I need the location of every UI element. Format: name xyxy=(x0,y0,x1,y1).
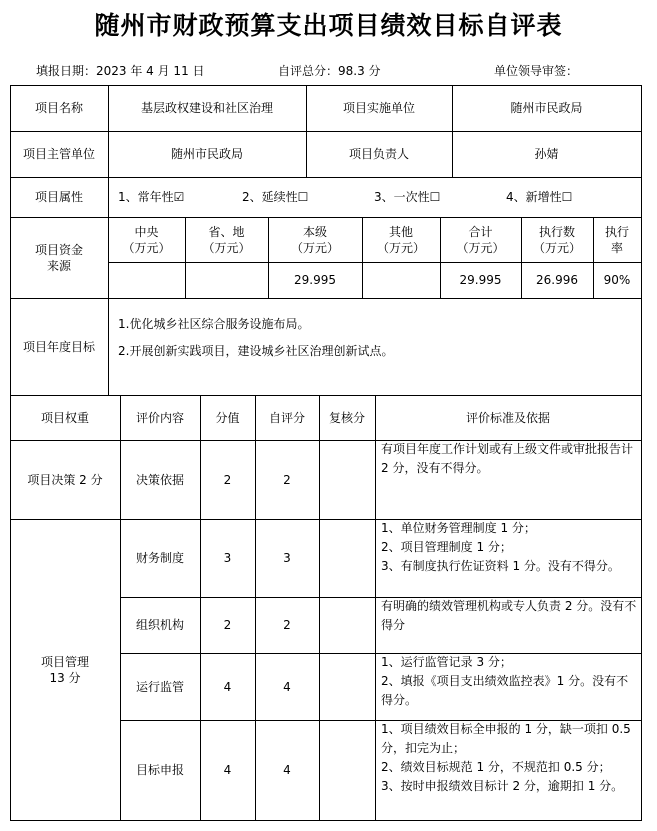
weight-header: 项目权重 xyxy=(40,410,89,425)
review-score-cell xyxy=(319,653,375,720)
project-name-value: 基层政权建设和社区治理 xyxy=(140,101,273,115)
review-score-cell xyxy=(319,519,375,597)
fund-header-line: 合计 xyxy=(468,224,493,239)
grid-line xyxy=(641,85,642,821)
criteria-cell xyxy=(381,720,637,820)
fund-header-line: 率 xyxy=(610,240,623,255)
weight-cell xyxy=(10,440,120,519)
content-header: 评价内容 xyxy=(135,410,184,425)
fund-value: 29.995 xyxy=(459,273,502,287)
project-leader-value: 孙婧 xyxy=(534,147,559,161)
fund-header-line: （万元） xyxy=(122,240,171,255)
grid-line xyxy=(375,395,376,821)
weight-line: 项目管理 xyxy=(40,654,89,669)
fund-header xyxy=(108,217,185,262)
fund-header-line: 省、地 xyxy=(208,224,245,239)
fund-header xyxy=(440,217,521,262)
annual-goal-item: 1.优化城乡社区综合服务设施布局。 xyxy=(118,317,310,331)
total-score: 自评总分：98.3 分 xyxy=(278,64,381,78)
fund-source-label-line1: 项目资金 xyxy=(34,242,83,257)
project-attribute-label: 项目属性 xyxy=(34,190,83,204)
supervising-unit-value: 随州市民政局 xyxy=(170,147,243,161)
review-score-cell xyxy=(319,440,375,519)
fund-value xyxy=(185,262,268,298)
fund-value xyxy=(108,262,185,298)
self-score-cell: 4 xyxy=(283,763,291,777)
annual-goal-label: 项目年度目标 xyxy=(22,339,95,354)
criteria-line: 3、有制度执行佐证资料 1 分。没有不得分。 xyxy=(381,559,620,573)
content-cell: 组织机构 xyxy=(135,618,184,632)
criteria-cell xyxy=(381,653,637,720)
fund-value xyxy=(362,262,440,298)
weight-cell xyxy=(10,519,120,820)
review-score-cell xyxy=(319,597,375,653)
fund-value: 26.996 xyxy=(536,273,578,287)
fund-value: 90% xyxy=(603,273,631,287)
fund-header xyxy=(185,217,268,262)
self-score-header: 自评分 xyxy=(268,410,305,425)
fill-date: 填报日期：2023 年 4 月 11 日 xyxy=(36,64,205,78)
criteria-line: 有明确的绩效管理机构或专人负责 2 分。没有不得分 xyxy=(381,599,637,632)
score-cell: 4 xyxy=(223,763,232,777)
attribute-option-continuing: 2、延续性☐ xyxy=(242,190,309,204)
attribute-option-one-time: 3、一次性☐ xyxy=(374,190,441,204)
grid-line xyxy=(108,177,109,218)
content-cell: 运行监管 xyxy=(135,679,184,694)
score-cell: 3 xyxy=(223,551,232,565)
criteria-line: 有项目年度工作计划或有上级文件或审批报告计 2 分，没有不得分。 xyxy=(381,442,634,475)
leader-signature-label: 单位领导审签： xyxy=(494,64,579,78)
self-score-cell: 2 xyxy=(283,472,291,487)
weight-line: 13 分 xyxy=(49,670,81,685)
fund-header-line: （万元） xyxy=(376,240,425,255)
fund-header-line: （万元） xyxy=(456,240,505,255)
criteria-line: 1、项目绩效目标全申报的 1 分，缺一项扣 0.5 分，扣完为止； xyxy=(381,722,631,755)
content-cell: 目标申报 xyxy=(135,763,184,777)
fund-header xyxy=(362,217,440,262)
criteria-line: 2、填报《项目支出绩效监控表》1 分。没有不得分。 xyxy=(381,674,629,707)
weight-line: 项目决策 2 分 xyxy=(27,472,103,487)
project-leader-label: 项目负责人 xyxy=(348,147,409,161)
criteria-cell xyxy=(381,597,637,653)
criteria-line: 1、运行监管记录 3 分； xyxy=(381,655,512,669)
fund-header-line: （万元） xyxy=(202,240,251,255)
review-score-cell xyxy=(319,720,375,820)
content-cell: 决策依据 xyxy=(135,472,184,487)
fund-header xyxy=(593,217,641,262)
score-cell: 2 xyxy=(223,472,232,487)
fund-header xyxy=(521,217,593,262)
fund-source-label-line2: 来源 xyxy=(46,258,71,273)
fund-header-line: 执行数 xyxy=(538,224,575,239)
implementing-unit-label: 项目实施单位 xyxy=(342,101,415,115)
attribute-option-recurring: 1、常年性☑ xyxy=(118,190,185,204)
criteria-cell xyxy=(381,440,637,519)
content-cell: 财务制度 xyxy=(135,551,184,565)
self-score-cell: 3 xyxy=(283,551,291,565)
attribute-option-new: 4、新增性☐ xyxy=(506,190,573,204)
score-cell: 2 xyxy=(223,618,232,632)
grid-line xyxy=(108,298,109,396)
criteria-header: 评价标准及依据 xyxy=(465,410,550,425)
fund-header-line: 本级 xyxy=(302,224,327,239)
self-score-cell: 2 xyxy=(283,618,291,632)
fund-header-line: 中央 xyxy=(134,224,159,239)
score-header: 分值 xyxy=(215,410,240,425)
criteria-line: 2、项目管理制度 1 分； xyxy=(381,540,512,554)
implementing-unit-value: 随州市民政局 xyxy=(510,101,583,115)
review-score-header: 复核分 xyxy=(328,410,365,425)
fund-header-line: 执行 xyxy=(604,224,629,239)
grid-line xyxy=(10,820,642,821)
supervising-unit-label: 项目主管单位 xyxy=(22,147,95,161)
annual-goal-item: 2.开展创新实践项目，建设城乡社区治理创新试点。 xyxy=(118,344,394,358)
fund-value: 29.995 xyxy=(294,273,336,287)
criteria-line: 3、按时申报绩效目标计 2 分，逾期扣 1 分。 xyxy=(381,779,624,793)
criteria-cell xyxy=(381,519,637,597)
criteria-line: 1、单位财务管理制度 1 分； xyxy=(381,521,536,535)
criteria-line: 2、绩效目标规范 1 分，不规范扣 0.5 分； xyxy=(381,760,611,774)
fund-header-line: 其他 xyxy=(388,224,413,239)
fund-header-line: （万元） xyxy=(290,240,339,255)
score-cell: 4 xyxy=(223,679,232,694)
project-name-label: 项目名称 xyxy=(34,101,83,115)
fund-header xyxy=(268,217,362,262)
page-title: 随州市财政预算支出项目绩效目标自评表 xyxy=(94,11,563,40)
fund-header-line: （万元） xyxy=(532,240,581,255)
fund-source-label xyxy=(10,217,108,298)
self-score-cell: 4 xyxy=(283,679,291,694)
